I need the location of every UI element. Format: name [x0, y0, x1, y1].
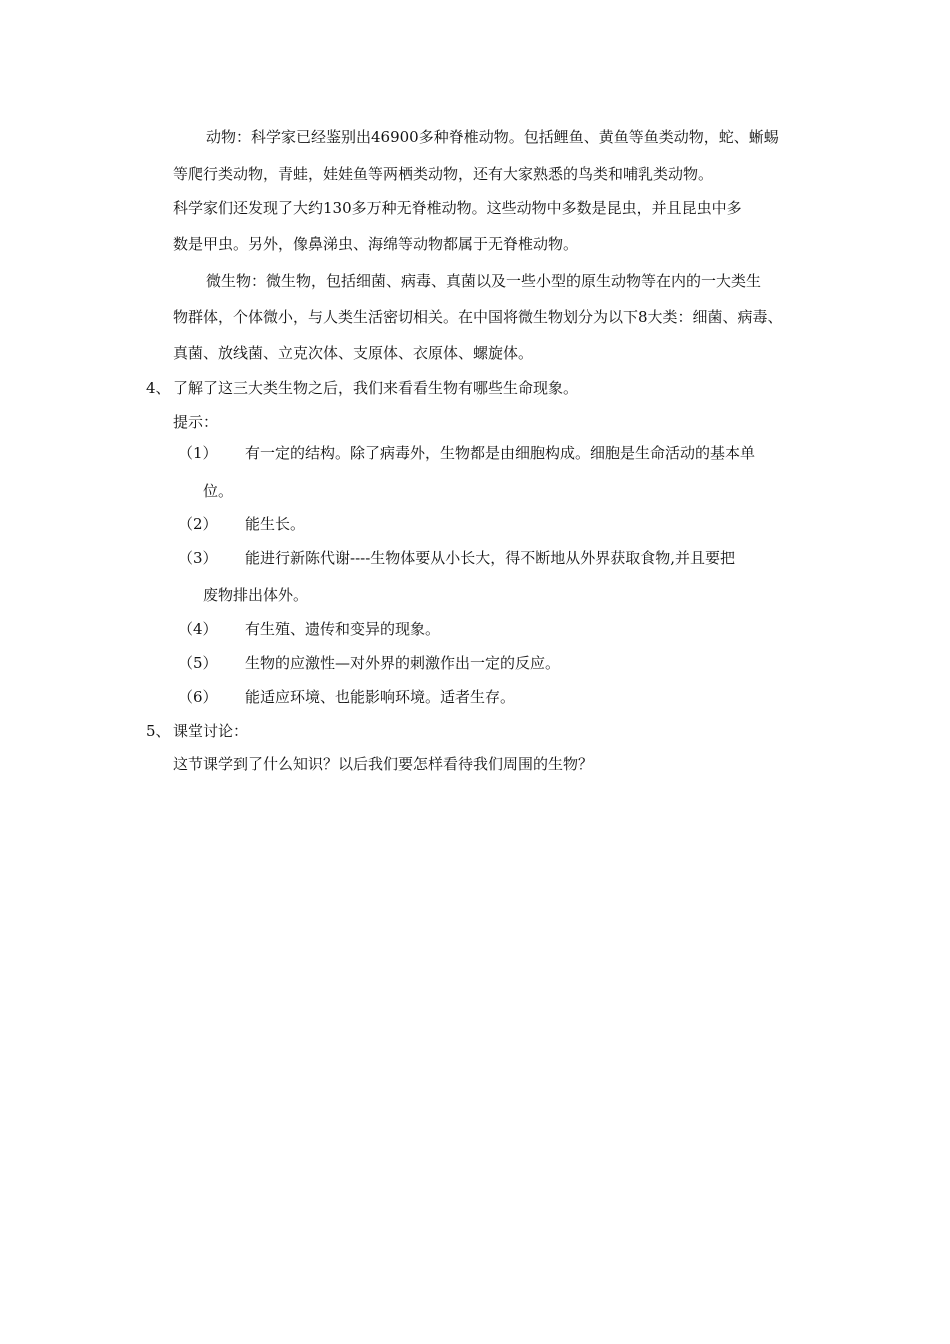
- text-line: 了解了这三大类生物之后，我们来看看生物有哪些生命现象。: [173, 379, 579, 397]
- text-line: 真菌、放线菌、立克次体、支原体、衣原体、螺旋体。: [173, 344, 534, 362]
- sub-item-number: （3）: [178, 549, 218, 567]
- text-line: 生物的应激性—对外界的刺激作出一定的反应。: [245, 654, 561, 672]
- text-line: 能适应环境、也能影响环境。适者生存。: [245, 688, 516, 706]
- text-line: 位。: [203, 482, 234, 500]
- text-line: 有生殖、遗传和变异的现象。: [245, 620, 441, 638]
- text-line: 废物排出体外。: [203, 586, 309, 604]
- discussion-question: 这节课学到了什么知识？以后我们要怎样看待我们周围的生物？: [173, 755, 594, 773]
- text-line: 微生物：微生物，包括细菌、病毒、真菌以及一些小型的原生动物等在内的一大类生: [206, 272, 762, 290]
- hint-label: 提示：: [173, 413, 219, 431]
- text-line: 科学家们还发现了大约130多万种无脊椎动物。这些动物中多数是昆虫，并且昆虫中多: [173, 199, 742, 217]
- text-line: 数是甲虫。另外，像鼻涕虫、海绵等动物都属于无脊椎动物。: [173, 235, 579, 253]
- text-line: 有一定的结构。除了病毒外，生物都是由细胞构成。细胞是生命活动的基本单: [245, 444, 756, 462]
- text-line: 物群体，个体微小，与人类生活密切相关。在中国将微生物划分为以下8大类：细菌、病毒、: [173, 308, 783, 326]
- text-line: 能生长。: [245, 515, 306, 533]
- list-number: 5、: [146, 722, 171, 740]
- sub-item-number: （4）: [178, 620, 218, 638]
- text-line: 动物：科学家已经鉴别出46900多种脊椎动物。包括鲤鱼、黄鱼等鱼类动物，蛇、蜥蜴: [206, 128, 779, 146]
- text-line: 能进行新陈代谢----生物体要从小长大，得不断地从外界获取食物,并且要把: [245, 549, 736, 567]
- sub-item-number: （2）: [178, 515, 218, 533]
- text-line: 等爬行类动物，青蛙，娃娃鱼等两栖类动物，还有大家熟悉的鸟类和哺乳类动物。: [173, 165, 714, 183]
- sub-item-number: （6）: [178, 688, 218, 706]
- list-number: 4、: [146, 379, 171, 397]
- sub-item-number: （1）: [178, 444, 218, 462]
- sub-item-number: （5）: [178, 654, 218, 672]
- text-line: 课堂讨论：: [173, 722, 249, 740]
